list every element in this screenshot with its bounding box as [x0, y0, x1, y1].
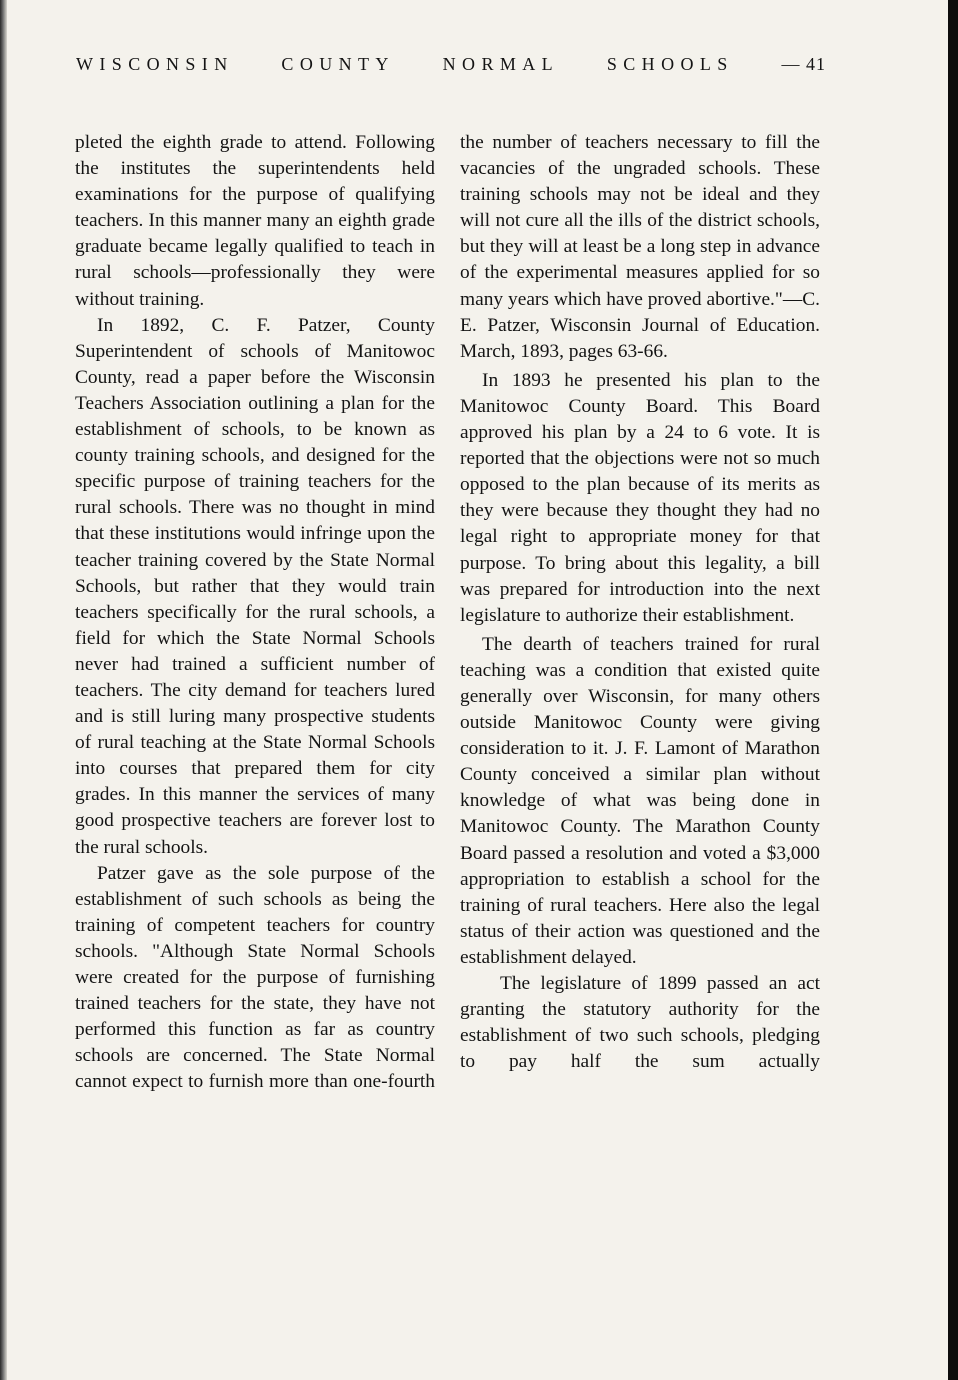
page-binding-edge — [0, 0, 7, 1380]
scan-dark-edge — [948, 0, 958, 1380]
header-word-wisconsin: WISCONSIN — [76, 54, 234, 74]
right-paragraph-3: The dearth of teachers trained for rural teaching was a condition that existed quite generally over Wisconsin, for many others outside Manitowoc County were giving consideration to it. J. F. Lamont of Marathon County conceived a similar plan without knowledge of what was being done in Manitowoc County. The Marathon County Board passed a resolution and voted a $3,000 appropriation to establish a school for the training of rural teachers. Here also the legal status of their action was questioned and the establishment delayed. — [460, 633, 820, 968]
header-word-county: COUNTY — [281, 54, 395, 74]
right-paragraph-1: the number of teachers necessary to fill the vacancies of the ungraded schools. These training schools may not be ideal and they will not cure all the ills of the district schools, but they will at least be a long step in advance of the experimental measures applied for so many years which have proved abortive."—C. E. Patzer, Wisconsin Journal of Education. March, 1893, pages 63-66. — [460, 132, 820, 362]
header-word-schools: SCHOOLS — [606, 54, 734, 74]
running-header — [76, 54, 826, 75]
right-paragraph-2: In 1893 he presented his plan to the Manitowoc County Board. This Board approved his plan by a 24 to 6 vote. It is reported that the objections were not so much opposed to the plan because of its merits as they were because they thought they had no legal right to appropriate money for that purpose. To bring about this legality, a bill was prepared for introduction into the next legislature to authorize their establishment. — [460, 369, 820, 626]
header-word-normal: NORMAL — [442, 54, 560, 74]
page-number: — 41 — [781, 54, 826, 74]
left-paragraph-2: In 1892, C. F. Patzer, County Superintendent of schools of Manitowoc County, read a paper before the Wisconsin Teachers Association outlining a plan for the establishment of schools, to be known as county training schools, and designed for the specific purpose of training teachers for the rural schools. There was no thought in mind that these institutions would infringe upon the teacher training covered by the State Normal Schools, but rather that they would train teachers specifically for the rural schools, a field for which the State Normal Schools never had trained a sufficient number of teachers. The city demand for teachers lured and is still luring many prospective students of rural teaching at the State Normal Schools into courses that prepared them for city grades. In this manner the services of many good prospective teachers are forever lost to the rural schools. — [75, 314, 435, 858]
left-column — [75, 130, 435, 1095]
right-paragraph-4: The legislature of 1899 passed an act granting the statutory authority for the establishment of two such schools, pledging to pay half the sum actually — [460, 973, 820, 1073]
right-column — [460, 130, 820, 1075]
left-paragraph-3: Patzer gave as the sole purpose of the establishment of such schools as being the training of competent teachers for country schools. "Although State Normal Schools were created for the purpose of furnishing trained teachers for the state, they have not performed this function as far as country schools are concerned. The State Normal cannot expect to furnish more than one-fourth — [75, 862, 435, 1093]
left-paragraph-1: pleted the eighth grade to attend. Following the institutes the superintendents held examinations for the purpose of qualifying teachers. In this manner many an eighth grade graduate became legally qualified to teach in rural schools—professionally they were without training. — [75, 132, 435, 310]
